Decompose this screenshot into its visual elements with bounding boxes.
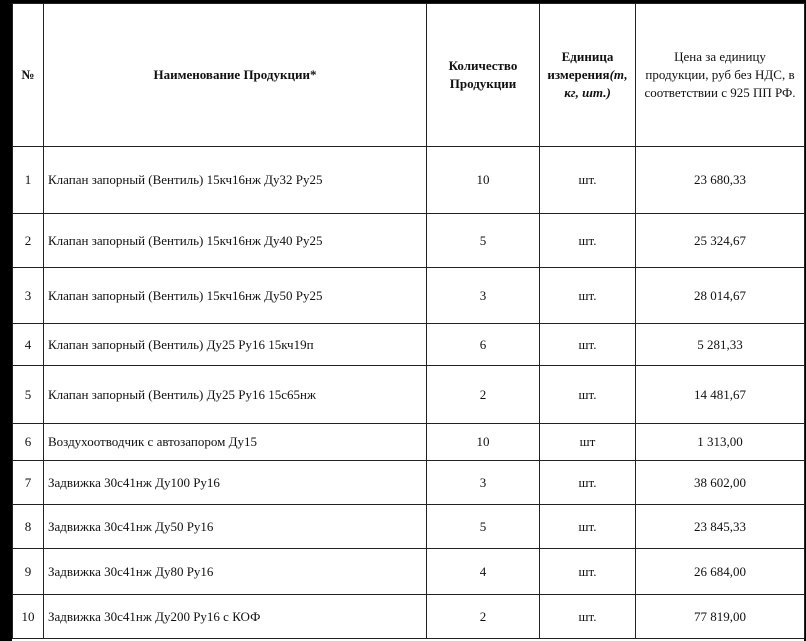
row-num: 9 (13, 549, 44, 595)
product-table (12, 3, 805, 639)
row-name: Клапан запорный (Вентиль) Ду25 Ру16 15кч19п (44, 324, 427, 366)
row-qty: 3 (427, 268, 540, 324)
document-page (12, 3, 804, 641)
header-unit-line3: кг, шт.) (564, 85, 611, 100)
row-qty: 2 (427, 366, 540, 424)
row-num: 10 (13, 595, 44, 639)
row-unit: шт. (540, 549, 636, 595)
row-name: Воздухоотводчик с автозапором Ду15 (44, 424, 427, 461)
row-price: 26 684,00 (636, 549, 805, 595)
header-unit (540, 4, 636, 147)
row-num: 6 (13, 424, 44, 461)
row-qty: 4 (427, 549, 540, 595)
row-unit: шт. (540, 147, 636, 214)
row-num: 2 (13, 214, 44, 268)
row-price: 38 602,00 (636, 461, 805, 505)
header-price-line3: соответствии с 925 ПП РФ. (644, 85, 796, 100)
row-unit: шт. (540, 595, 636, 639)
header-num: № (13, 4, 44, 147)
row-num: 8 (13, 505, 44, 549)
table-row (13, 549, 805, 595)
row-price: 28 014,67 (636, 268, 805, 324)
table-row (13, 214, 805, 268)
header-unit-line2: измерения (547, 67, 610, 82)
table-row (13, 366, 805, 424)
row-name: Задвижка 30с41нж Ду100 Ру16 (44, 461, 427, 505)
header-name: Наименование Продукции* (44, 4, 427, 147)
row-unit: шт. (540, 461, 636, 505)
header-qty-line1: Количество (448, 58, 518, 73)
row-num: 5 (13, 366, 44, 424)
row-price: 5 281,33 (636, 324, 805, 366)
table-header-row (13, 4, 805, 147)
row-name: Задвижка 30с41нж Ду50 Ру16 (44, 505, 427, 549)
row-qty: 3 (427, 461, 540, 505)
row-price: 25 324,67 (636, 214, 805, 268)
row-qty: 5 (427, 505, 540, 549)
table-row (13, 147, 805, 214)
row-num: 1 (13, 147, 44, 214)
row-price: 23 845,33 (636, 505, 805, 549)
table-row (13, 505, 805, 549)
header-unit-line2-italic: (т, (609, 67, 628, 82)
row-qty: 2 (427, 595, 540, 639)
row-name: Задвижка 30с41нж Ду200 Ру16 с КОФ (44, 595, 427, 639)
row-unit: шт. (540, 366, 636, 424)
row-price: 14 481,67 (636, 366, 805, 424)
header-price-line1: Цена за единицу (674, 49, 766, 64)
row-unit: шт. (540, 324, 636, 366)
row-qty: 10 (427, 424, 540, 461)
header-unit-line1: Единица (561, 49, 614, 64)
header-qty-line2: Продукции (449, 76, 517, 91)
table-row (13, 424, 805, 461)
row-qty: 5 (427, 214, 540, 268)
row-unit: шт (540, 424, 636, 461)
row-num: 4 (13, 324, 44, 366)
row-num: 3 (13, 268, 44, 324)
table-row (13, 595, 805, 639)
row-price: 23 680,33 (636, 147, 805, 214)
row-unit: шт. (540, 268, 636, 324)
row-qty: 10 (427, 147, 540, 214)
row-price: 1 313,00 (636, 424, 805, 461)
header-price (636, 4, 805, 147)
table-row (13, 461, 805, 505)
row-name: Клапан запорный (Вентиль) 15кч16нж Ду50 Ру25 (44, 268, 427, 324)
row-price: 77 819,00 (636, 595, 805, 639)
row-name: Клапан запорный (Вентиль) Ду25 Ру16 15с65нж (44, 366, 427, 424)
row-name: Клапан запорный (Вентиль) 15кч16нж Ду32 Ру25 (44, 147, 427, 214)
row-unit: шт. (540, 505, 636, 549)
row-name: Клапан запорный (Вентиль) 15кч16нж Ду40 Ру25 (44, 214, 427, 268)
table-row (13, 268, 805, 324)
row-num: 7 (13, 461, 44, 505)
header-qty (427, 4, 540, 147)
row-name: Задвижка 30с41нж Ду80 Ру16 (44, 549, 427, 595)
header-price-line2: продукции, руб без НДС, в (645, 67, 795, 82)
table-row (13, 324, 805, 366)
row-qty: 6 (427, 324, 540, 366)
row-unit: шт. (540, 214, 636, 268)
